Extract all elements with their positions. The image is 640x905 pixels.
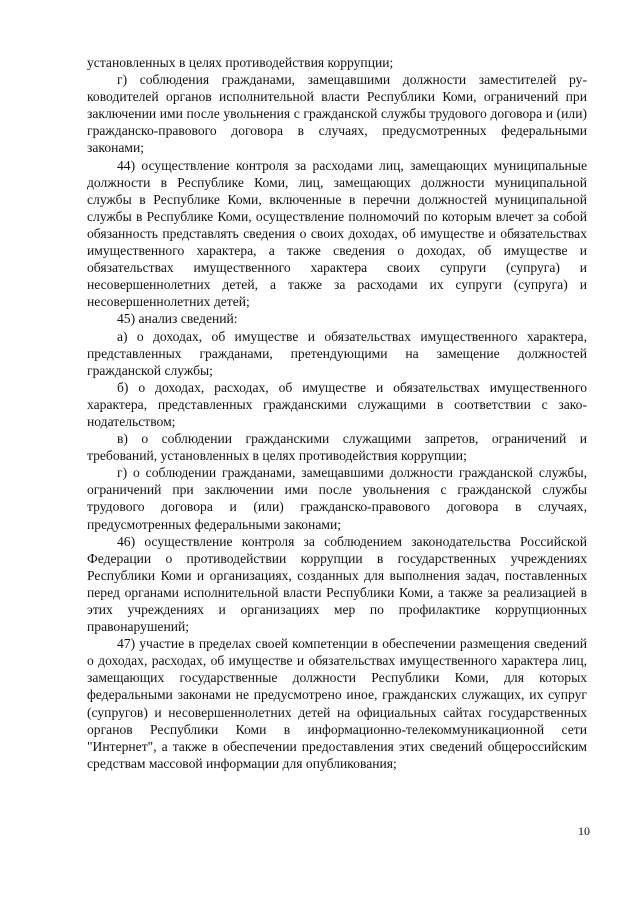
paragraph-item-45-g: г) о соблюдении гражданами, замещавшими должности гражданской службы, ограничений при заключении ими после увольнения с гражданской службы трудового договора и (или) гражданско-правового договора в случаях, предусмотренных федеральными законами; <box>87 465 587 532</box>
document-body <box>87 54 587 772</box>
paragraph-item-44: 44) осуществление контроля за расходами лиц, замещающих муниципальные должности в Республике Коми, лиц, замещающих должности муниципальной службы в Республике Коми, включенные в перечни должностей муниципальной службы в Республике Коми, осуществление полномочий по которым влечет за собой обязанность представлять сведения о своих доходах, об имуществе и обязательствах имущественного характера, а также сведения о доходах, об имуществе и обязательствах имущественного характера своих супруги (супруга) и несовершеннолетних детей, а также за расходами их супруги (супруга) и несовершеннолетних детей; <box>87 157 587 310</box>
paragraph-item-45-a: а) о доходах, об имуществе и обязательствах имущественного характера, представленных гражданами, претендующими на замещение должностей гражданской службы; <box>87 328 587 378</box>
page-number: 10 <box>578 824 590 838</box>
paragraph-item-46: 46) осуществление контроля за соблюдением законодательства Российской Федерации о противодействии коррупции в государственных учреждениях Республики Коми и организациях, созданных для выполнения задач, поставленных перед органами исполнительной власти Республики Коми, а также за реализацией в этих учреждениях и организациях мер по профилактике коррупционных правонарушений; <box>87 533 587 635</box>
paragraph-item-g-former-deputies: г) соблюдения гражданами, замещавшими должности заместителей руководителей органов исполнительной власти Республики Коми, ограничений при заключении ими после увольнения с гражданской службы трудового договора и (или) гражданско-правового договора в случаях, предусмотренных федеральными законами; <box>87 72 587 156</box>
paragraph-continuation: установленных в целях противодействия коррупции; <box>87 55 394 70</box>
paragraph-item-45: 45) анализ сведений: <box>117 311 238 327</box>
paragraph-item-45-v: в) о соблюдении гражданскими служащими запретов, ограничений и требований, установленных в целях противодействия коррупции; <box>87 431 587 464</box>
paragraph-item-45-b: б) о доходах, расходах, об имуществе и обязательствах имущественного характера, представленных гражданскими служащими в соответствии с законодательством; <box>87 379 587 429</box>
paragraph-item-47: 47) участие в пределах своей компетенции в обеспечении размещения сведений о доходах, расходах, об имуществе и обязательствах имущественного характера лиц, замещающих государственные должности Республики Коми, для которых федеральными законами не предусмотрено иное, гражданских служащих, их супруг (супругов) и несовершеннолетних детей на официальных сайтах государственных органов Республики Коми в информационно-телекоммуникационной сети "Интернет", а также в обеспечении предоставления этих сведений общероссийским средствам массовой информации для опубликования; <box>87 636 587 771</box>
